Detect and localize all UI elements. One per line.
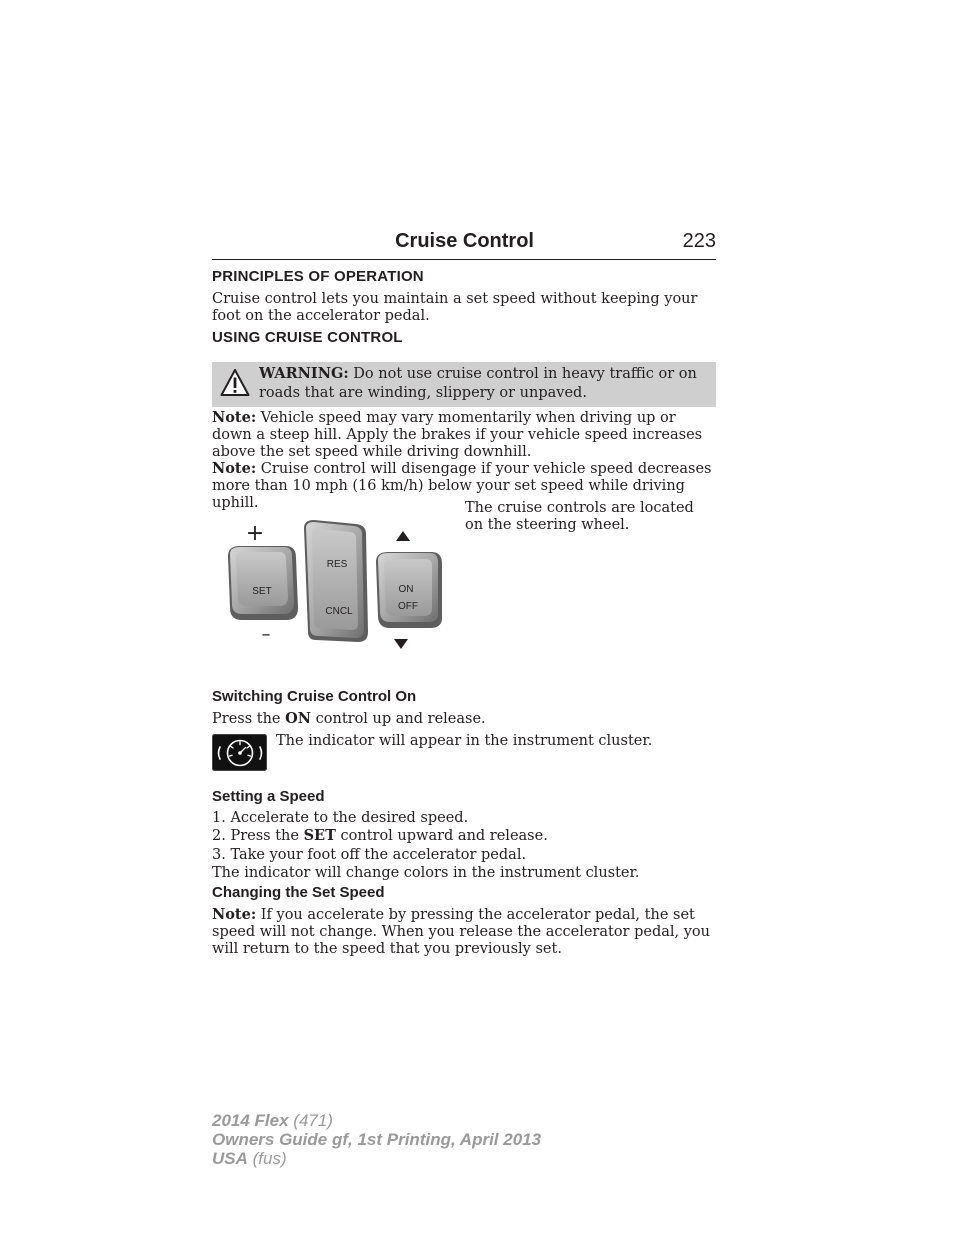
page-header <box>212 228 716 260</box>
footer-market-line <box>212 1149 541 1168</box>
note-1 <box>212 410 716 460</box>
warning-label: WARNING: <box>259 365 349 382</box>
footer-market-code: (fus) <box>247 1149 287 1168</box>
switching-post: control up and release. <box>311 711 486 727</box>
off-label: OFF <box>398 601 418 612</box>
changing-heading: Changing the Set Speed <box>212 884 385 901</box>
figure-caption: The cruise controls are located on the steering wheel. <box>465 500 694 533</box>
warning-box <box>212 362 716 407</box>
page-title: Cruise Control <box>395 230 534 252</box>
set-button <box>228 546 298 620</box>
cruise-control-speedometer-icon <box>212 734 267 771</box>
cruise-controls-figure <box>220 516 460 656</box>
step-2-post: control upward and release. <box>335 828 548 844</box>
using-heading: USING CRUISE CONTROL <box>212 329 403 346</box>
minus-symbol: – <box>261 624 271 645</box>
steering-wheel-cruise-buttons-illustration <box>220 516 460 656</box>
setting-heading: Setting a Speed <box>212 788 325 805</box>
step-2-pre: 2. Press the <box>212 828 304 844</box>
note-2-text: Cruise control will disengage if your vehicle speed decreases more than 10 mph (16 km/h) below your set speed while driving uphill. <box>212 461 712 511</box>
principles-heading: PRINCIPLES OF OPERATION <box>212 268 424 285</box>
switching-heading: Switching Cruise Control On <box>212 688 417 705</box>
note-3 <box>212 907 716 957</box>
on-control-name: ON <box>285 710 312 727</box>
warning-text <box>259 364 709 403</box>
set-control-name: SET <box>303 827 336 844</box>
indicator-text: The indicator will appear in the instrument cluster. <box>276 733 653 749</box>
principles-text: Cruise control lets you maintain a set speed without keeping your foot on the accelerator pedal. <box>212 291 698 324</box>
note-label: Note: <box>212 409 257 426</box>
res-label: RES <box>326 559 348 570</box>
footer-model-line <box>212 1111 541 1130</box>
on-off-button <box>376 552 442 628</box>
switching-text <box>212 711 716 728</box>
page-number: 223 <box>682 230 716 252</box>
note-3-text: If you accelerate by pressing the accelerator pedal, the set speed will not change. When you release the accelerator pedal, you will return to the speed that you previously set. <box>212 907 711 957</box>
set-label: SET <box>252 586 272 597</box>
warning-triangle-icon <box>220 368 250 398</box>
warning-body: Do not use cruise control in heavy traffic or on roads that are winding, slippery or unpaved. <box>259 366 697 401</box>
cncl-label: CNCL <box>325 606 353 617</box>
footer-guide-line <box>212 1130 541 1149</box>
down-arrow-icon <box>394 639 408 649</box>
footer-model-code: (471) <box>288 1111 333 1130</box>
note-label: Note: <box>212 460 257 477</box>
footer-market: USA <box>212 1149 248 1168</box>
footer-model: 2014 Flex <box>212 1111 289 1130</box>
note-1-text: Vehicle speed may vary momentarily when driving up or down a steep hill. Apply the brakes if your vehicle speed increases above the set speed while driving downhill. <box>212 410 703 460</box>
step-1: 1. Accelerate to the desired speed. <box>212 810 469 826</box>
res-cncl-rocker <box>304 520 368 642</box>
page-footer <box>212 1111 541 1168</box>
on-label: ON <box>398 584 414 595</box>
up-arrow-icon <box>396 531 410 541</box>
note-label: Note: <box>212 906 257 923</box>
plus-symbol: + <box>245 521 265 546</box>
step-3: 3. Take your foot off the accelerator pedal. <box>212 847 527 863</box>
setting-after-text: The indicator will change colors in the instrument cluster. <box>212 865 640 881</box>
footer-guide: Owners Guide gf, 1st Printing, April 2013 <box>212 1130 542 1149</box>
step-2 <box>212 828 716 845</box>
switching-pre: Press the <box>212 711 286 727</box>
